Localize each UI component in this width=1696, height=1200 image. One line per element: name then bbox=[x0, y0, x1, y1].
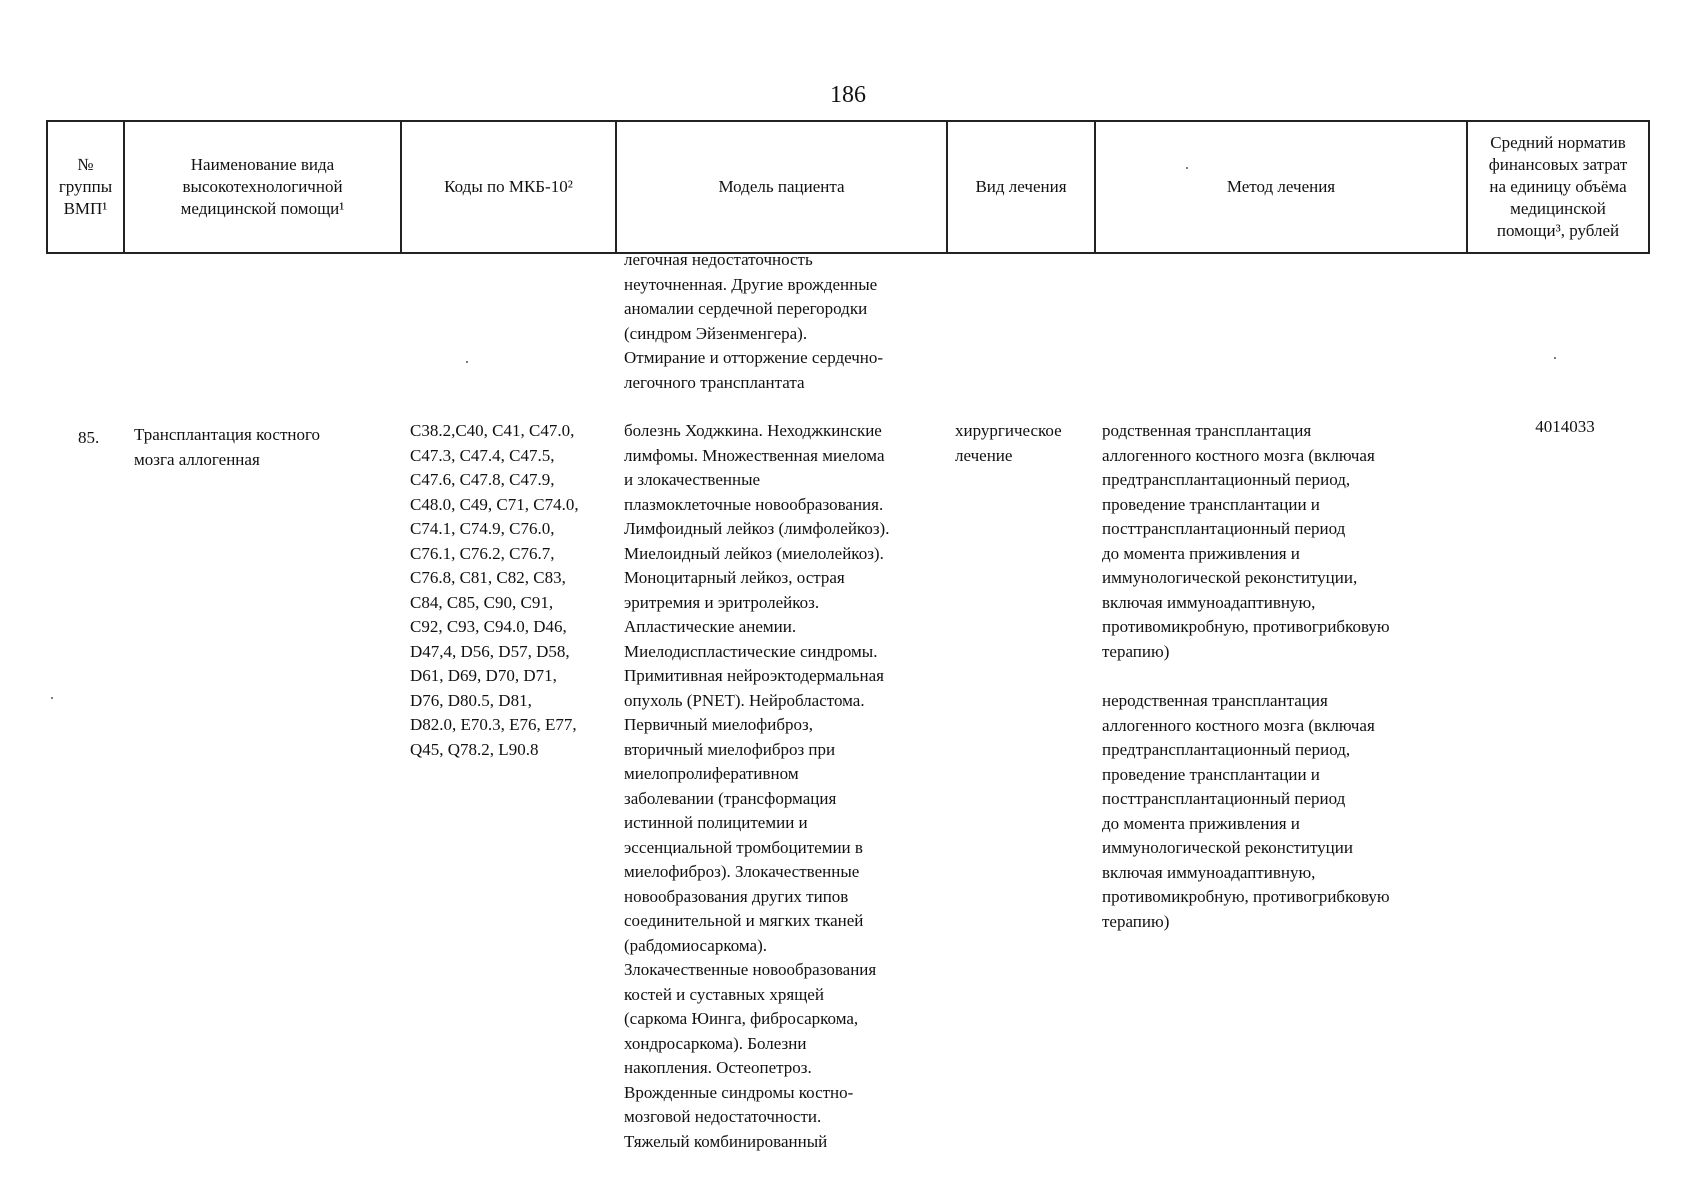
row-group-number: 85. bbox=[78, 428, 100, 447]
continuation-patient-model: легочная недостаточность неуточненная. Другие врожденные аномалии сердечной перегородки (синдром Эйзенменгера). Отмирание и отторжение сердечно- легочного трансплантата bbox=[624, 250, 884, 392]
page-number: 186 bbox=[830, 82, 866, 108]
row-average-cost: 4014033 bbox=[1535, 417, 1595, 436]
row-care-type-name: Трансплантация костного мозга аллогенная bbox=[134, 425, 321, 469]
row-method-related: родственная трансплантация аллогенного костного мозга (включая предтрансплантационный период, проведение трансплантации и посттрансплантационный период до момента приживления и иммунологической реконституции, включая иммуноадаптивную, противомикробную, противогрибковую терапию) bbox=[1102, 421, 1390, 661]
scan-speck bbox=[466, 361, 468, 363]
header-average-cost: Средний норматив финансовых затрат на единицу объёма медицинской помощи³, рублей bbox=[1467, 121, 1649, 253]
scan-speck bbox=[1186, 167, 1188, 169]
scan-speck bbox=[1554, 357, 1556, 359]
header-patient-model: Модель пациента bbox=[616, 121, 947, 253]
scan-speck bbox=[51, 697, 53, 699]
header-care-type-name: Наименование вида высокотехнологичной медицинской помощи¹ bbox=[124, 121, 401, 253]
row-patient-model: болезнь Ходжкина. Неходжкинские лимфомы. Множественная миелома и злокачественные плазмоклеточные новообразования. Лимфоидный лейкоз (лимфолейкоз). Миелоидный лейкоз (миелолейкоз). Моноцитарный лейкоз, острая эритремия и эритролейкоз. Апластические анемии. Миелодиспластические синдромы. Примитивная нейроэктодермальная опухоль (PNET). Нейробластома. Первичный миелофиброз, вторичный миелофиброз при миелопролиферативном заболевании (трансформация истинной полицитемии и эссенциальной тромбоцитемии в миелофиброз). Злокачественные новообразования других типов соединительной и мягких тканей (рабдомиосаркома). Злокачественные новообразования костей и суставных хрящей (саркома Юинга, фибросаркома, хондросаркома). Болезни накопления. Остеопетроз. Врожденные синдромы костно- мозговой недостаточности. Тяжелый комбинированный bbox=[624, 421, 890, 1151]
row-icd-codes: C38.2,C40, C41, C47.0, C47.3, C47.4, C47.5, C47.6, C47.8, C47.9, C48.0, C49, C71, C74.0, C74.1, C74.9, C76.0, C76.1, C76.2, C76.7, C76.8, C81, C82, C83, C84, C85, C90, C91, C92, C93, C94.0, D46, D47,4, D56, D57, D58, D61, D69, D70, D71, D76, D80.5, D81, D82.0, E70.3, E76, E77, Q45, Q78.2, L90.8 bbox=[410, 421, 579, 759]
header-icd-codes: Коды по МКБ-10² bbox=[401, 121, 616, 253]
row-treatment-kind: хирургическое лечение bbox=[955, 421, 1062, 465]
header-group-number: № группы ВМП¹ bbox=[47, 121, 124, 253]
table-header bbox=[46, 120, 1650, 254]
row-method-unrelated: неродственная трансплантация аллогенного костного мозга (включая предтрансплантационный период, проведение трансплантации и посттрансплантационный период до момента приживления и иммунологической реконституции включая иммуноадаптивную, противомикробную, противогрибковую терапию) bbox=[1102, 691, 1390, 931]
header-treatment-method: Метод лечения bbox=[1095, 121, 1467, 253]
header-treatment-kind: Вид лечения bbox=[947, 121, 1095, 253]
